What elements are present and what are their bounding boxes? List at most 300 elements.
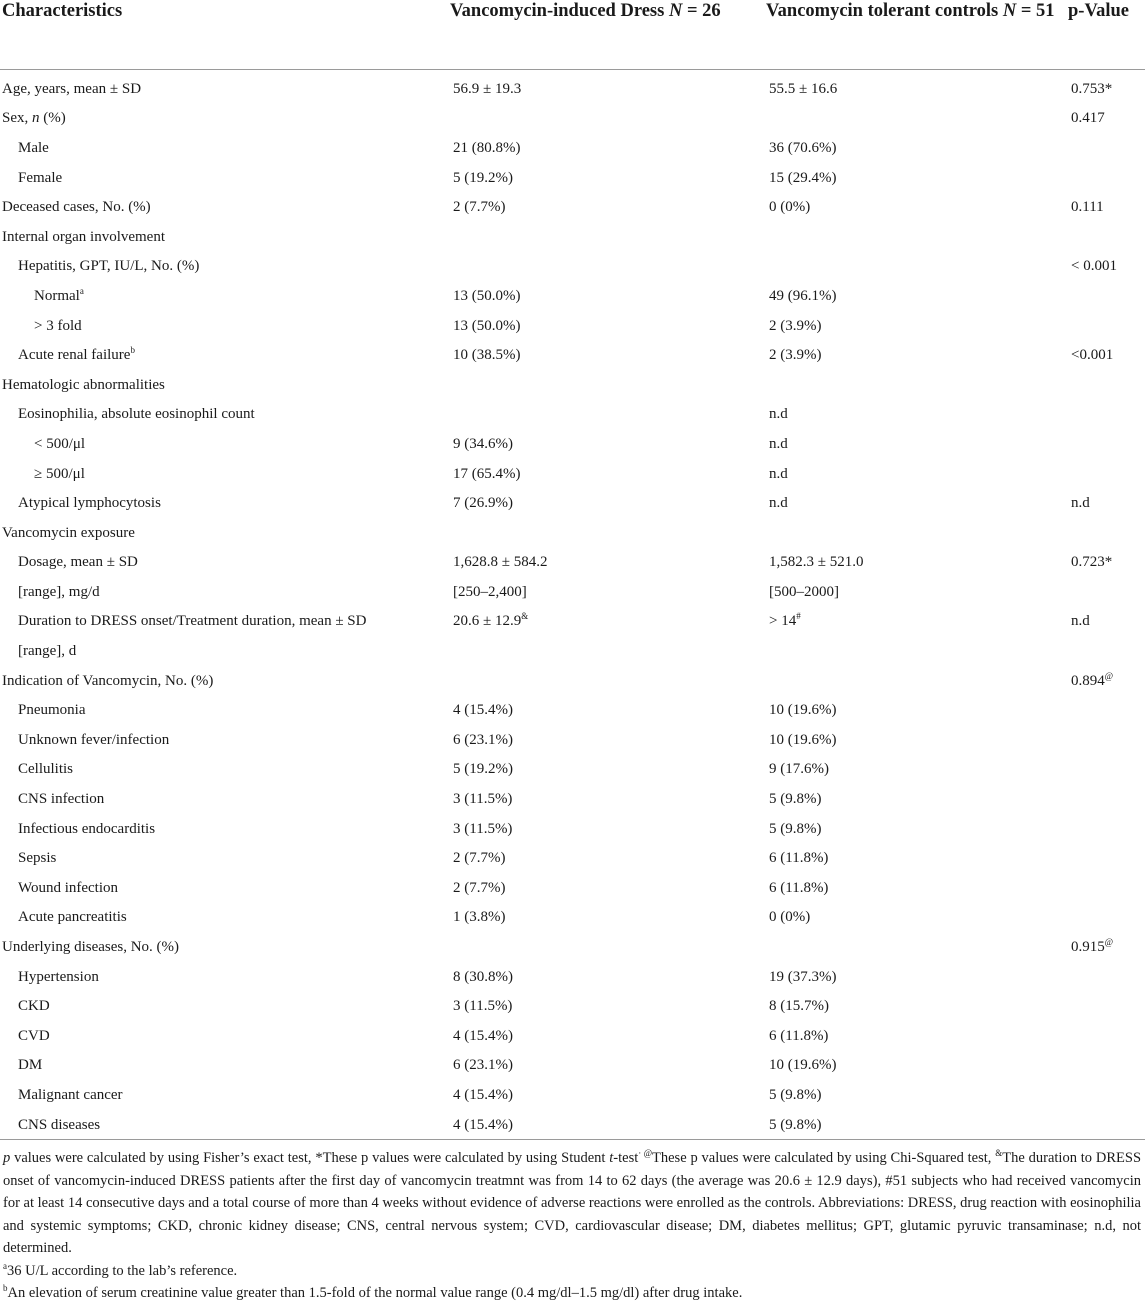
row-label-text: CNS infection: [18, 791, 105, 808]
row-label: [0, 1110, 448, 1140]
row-label: [0, 1021, 448, 1051]
control-value-text: n.d: [769, 465, 788, 482]
table-row: [0, 873, 1145, 903]
footnote-text-1: values were calculated by using Fisher’s exact test, *These p values were calculated by using Student: [10, 1150, 610, 1167]
control-value-text: 5 (9.8%): [769, 791, 822, 808]
row-label-text: Atypical lymphocytosis: [18, 495, 161, 512]
dress-value: [448, 104, 764, 134]
row-label-text: Duration to DRESS onset/Treatment duration, mean ± SD: [18, 613, 367, 630]
row-label: [0, 518, 448, 548]
row-label-text: Pneumonia: [18, 702, 86, 719]
dress-value-text: 5 (19.2%): [453, 169, 513, 186]
p-value: [1068, 873, 1145, 903]
row-label-text: Internal organ involvement: [2, 228, 166, 245]
p-value: [1068, 104, 1145, 134]
control-value: [764, 281, 1068, 311]
dress-value: [448, 429, 764, 459]
row-label: [0, 133, 448, 163]
p-value: [1068, 252, 1145, 282]
p-value: [1068, 70, 1145, 104]
table-row: [0, 70, 1145, 104]
row-label-text: Eosinophilia, absolute eosinophil count: [18, 406, 255, 423]
row-label-text: Hypertension: [18, 968, 99, 985]
control-value: [764, 459, 1068, 489]
header-control-count: = 51: [1016, 1, 1055, 21]
row-label-text: [range], mg/d: [18, 583, 100, 600]
control-value-text: 5 (9.8%): [769, 1086, 822, 1103]
dress-value: [448, 755, 764, 785]
control-value-text: 10 (19.6%): [769, 702, 837, 719]
control-value-text: 10 (19.6%): [769, 731, 837, 748]
control-value-text: 6 (11.8%): [769, 850, 829, 867]
control-value: [764, 548, 1068, 578]
table-row: [0, 104, 1145, 134]
table-row: [0, 281, 1145, 311]
table-row: [0, 843, 1145, 873]
dress-value-text: 2 (7.7%): [453, 879, 506, 896]
p-value: [1068, 518, 1145, 548]
dress-value: [448, 1021, 764, 1051]
row-label: [0, 991, 448, 1021]
dress-value: [448, 932, 764, 962]
row-label-text: Male: [18, 139, 49, 156]
p-value: [1068, 991, 1145, 1021]
dress-value-text: 3 (11.5%): [453, 820, 513, 837]
row-label: [0, 340, 448, 370]
table-row: [0, 163, 1145, 193]
control-value: [764, 636, 1068, 666]
dress-value: [448, 814, 764, 844]
table-row: [0, 548, 1145, 578]
dress-value-text: 4 (15.4%): [453, 1086, 513, 1103]
row-label: [0, 370, 448, 400]
table-row: [0, 577, 1145, 607]
p-value: [1068, 666, 1145, 696]
p-value-text: 0.111: [1071, 199, 1104, 216]
header-dress-name: Vancomycin-induced Dress: [450, 1, 665, 21]
dress-value-text: 3 (11.5%): [453, 998, 513, 1015]
control-value-text: [500–2000]: [769, 583, 839, 600]
p-value: [1068, 281, 1145, 311]
row-label: [0, 70, 448, 104]
control-value-text: 6 (11.8%): [769, 879, 829, 896]
control-value-text: 1,582.3 ± 521.0: [769, 554, 864, 571]
dress-value-text: 4 (15.4%): [453, 1116, 513, 1133]
row-label-text: Indication of Vancomycin, No. (%): [2, 672, 214, 689]
dress-value: [448, 192, 764, 222]
control-value-text: 10 (19.6%): [769, 1057, 837, 1074]
dress-value-text: 6 (23.1%): [453, 731, 513, 748]
row-label: [0, 932, 448, 962]
control-value-text: 36 (70.6%): [769, 139, 837, 156]
control-value: [764, 577, 1068, 607]
row-label: [0, 962, 448, 992]
p-value: [1068, 311, 1145, 341]
row-label: [0, 843, 448, 873]
dress-value: [448, 784, 764, 814]
row-label: [0, 1080, 448, 1110]
row-label: [0, 548, 448, 578]
control-value: [764, 252, 1068, 282]
row-label: [0, 459, 448, 489]
row-label: [0, 903, 448, 933]
p-value: [1068, 429, 1145, 459]
control-value-text: 5 (9.8%): [769, 1116, 822, 1133]
row-label: [0, 636, 448, 666]
p-value-text: < 0.001: [1071, 258, 1117, 275]
p-value: [1068, 1080, 1145, 1110]
table-row: [0, 488, 1145, 518]
dress-value: [448, 548, 764, 578]
footnote-p-italic: p: [3, 1150, 11, 1167]
table-row: [0, 1021, 1145, 1051]
row-label-text: Female: [18, 169, 63, 186]
control-value: [764, 1051, 1068, 1081]
dress-value-text: 2 (7.7%): [453, 199, 506, 216]
table-row: [0, 459, 1145, 489]
dress-value: [448, 459, 764, 489]
dress-value-text: 8 (30.8%): [453, 968, 513, 985]
row-label: [0, 252, 448, 282]
control-value-text: 19 (37.3%): [769, 968, 837, 985]
control-value-mark: #: [796, 611, 801, 622]
control-value: [764, 962, 1068, 992]
footnote-sup-at: @: [641, 1148, 653, 1159]
p-value: [1068, 459, 1145, 489]
control-value: [764, 400, 1068, 430]
control-value: [764, 133, 1068, 163]
row-label: [0, 607, 448, 637]
row-label: [0, 814, 448, 844]
dress-value: [448, 1080, 764, 1110]
p-value-text: <0.001: [1071, 347, 1114, 364]
row-label-italic: n: [32, 110, 40, 127]
dress-value-text: 9 (34.6%): [453, 435, 513, 452]
row-label: [0, 1051, 448, 1081]
p-value: [1068, 695, 1145, 725]
p-value: [1068, 163, 1145, 193]
footnote-b-text: An elevation of serum creatinine value greater than 1.5-fold of the normal value range (0.4 mg/dl–1.5 mg/dl) after drug intake.: [7, 1285, 743, 1302]
p-value: [1068, 192, 1145, 222]
table-row: [0, 429, 1145, 459]
p-value: [1068, 133, 1145, 163]
table-row: [0, 814, 1145, 844]
row-label-text: Normal: [34, 287, 80, 304]
header-dress-n: N: [668, 1, 683, 21]
table-footnotes: [0, 1140, 1145, 1305]
row-label-tail: (%): [39, 110, 66, 127]
control-value-text: 5 (9.8%): [769, 820, 822, 837]
control-value: [764, 163, 1068, 193]
control-value: [764, 725, 1068, 755]
footnote-t-italic: t: [609, 1150, 614, 1167]
p-value: [1068, 814, 1145, 844]
control-value-text: 0 (0%): [769, 909, 811, 926]
dress-value-text: 17 (65.4%): [453, 465, 521, 482]
table-row: [0, 311, 1145, 341]
dress-value: [448, 695, 764, 725]
table-row: [0, 400, 1145, 430]
control-value: [764, 340, 1068, 370]
row-label-text: Hematologic abnormalities: [2, 376, 165, 393]
row-label-text: Infectious endocarditis: [18, 820, 156, 837]
dress-value: [448, 70, 764, 104]
dress-value: [448, 607, 764, 637]
footnote-a-mark: a: [3, 1260, 7, 1271]
dress-value: [448, 577, 764, 607]
row-label-text: Underlying diseases, No. (%): [2, 939, 180, 956]
table-row: [0, 666, 1145, 696]
p-value-text: n.d: [1071, 613, 1090, 630]
dress-value: [448, 903, 764, 933]
row-label: [0, 755, 448, 785]
row-label-text: Malignant cancer: [18, 1086, 123, 1103]
control-value: [764, 192, 1068, 222]
dress-value: [448, 666, 764, 696]
p-value: [1068, 636, 1145, 666]
table-row: [0, 991, 1145, 1021]
control-value-text: 0 (0%): [769, 199, 811, 216]
dress-value-mark: &: [521, 611, 529, 622]
table-row: [0, 962, 1145, 992]
dress-value: [448, 400, 764, 430]
control-value: [764, 991, 1068, 1021]
control-value: [764, 1021, 1068, 1051]
dress-value-text: 20.6 ± 12.9: [453, 613, 522, 630]
row-label: [0, 695, 448, 725]
control-value: [764, 903, 1068, 933]
dress-value: [448, 991, 764, 1021]
dress-value-text: 1 (3.8%): [453, 909, 506, 926]
row-label-text: Wound infection: [18, 879, 119, 896]
dress-value-text: [250–2,400]: [453, 583, 527, 600]
control-value-text: 2 (3.9%): [769, 317, 822, 334]
row-label-text: CKD: [18, 998, 50, 1015]
p-value-text: 0.915: [1071, 939, 1105, 956]
dress-value-text: 3 (11.5%): [453, 791, 513, 808]
control-value-text: 15 (29.4%): [769, 169, 837, 186]
footnote-a-text: 36 U/L according to the lab’s reference.: [7, 1262, 238, 1279]
row-label-text: Deceased cases, No. (%): [2, 199, 151, 216]
row-label: [0, 222, 448, 252]
table-row: [0, 192, 1145, 222]
control-value: [764, 488, 1068, 518]
p-value: [1068, 1051, 1145, 1081]
table-row: [0, 607, 1145, 637]
dress-value: [448, 133, 764, 163]
dress-value: [448, 488, 764, 518]
control-value: [764, 70, 1068, 104]
header-control-n: N: [1002, 1, 1017, 21]
dress-value-text: 4 (15.4%): [453, 702, 513, 719]
p-value: [1068, 1021, 1145, 1051]
control-value: [764, 1080, 1068, 1110]
dress-value-text: 1,628.8 ± 584.2: [453, 554, 548, 571]
p-value: [1068, 607, 1145, 637]
p-value: [1068, 843, 1145, 873]
control-value-text: n.d: [769, 406, 788, 423]
header-control-name: Vancomycin tolerant controls: [766, 1, 999, 21]
row-label: [0, 429, 448, 459]
control-value: [764, 222, 1068, 252]
p-value-text: 0.894: [1071, 672, 1105, 689]
footnote-text-4: The duration to DRESS onset of vancomycin-induced DRESS patients after the first day of vancomycin treatmnt was from 14 to 62 days (the average was 20.6 ± 12.9 days), #51 subjects who had received vancomycin for at least 14 consecutive days and a total course of more than 4 weeks without evidence of adverse reactions were enrolled as the controls. Abbreviations: DRESS, drug reaction with eosinophilia and systemic symptoms; CKD, chronic kidney disease; CNS, central nervous system; CVD, cardiovascular disease; DM, diabetes mellitus; GPT, glutamic pyruvic transaminase; n.d, not determined.: [3, 1150, 1142, 1257]
dress-value: [448, 873, 764, 903]
dress-value-text: 2 (7.7%): [453, 850, 506, 867]
table-row: [0, 133, 1145, 163]
control-value: [764, 843, 1068, 873]
dress-value: [448, 962, 764, 992]
row-label: [0, 725, 448, 755]
dress-value: [448, 1110, 764, 1140]
row-label: [0, 873, 448, 903]
row-label-text: Age, years, mean ± SD: [2, 80, 142, 97]
dress-value: [448, 843, 764, 873]
dress-value-text: 21 (80.8%): [453, 139, 521, 156]
control-value-text: 8 (15.7%): [769, 998, 829, 1015]
table-header-row: [0, 0, 1145, 70]
control-value-text: 55.5 ± 16.6: [769, 80, 838, 97]
p-value-mark: @: [1104, 670, 1114, 681]
row-label: [0, 104, 448, 134]
table-row: [0, 518, 1145, 548]
p-value: [1068, 784, 1145, 814]
row-label: [0, 577, 448, 607]
control-value: [764, 873, 1068, 903]
p-value: [1068, 725, 1145, 755]
control-value: [764, 755, 1068, 785]
dress-value: [448, 281, 764, 311]
footnote-sup-dot: ·: [638, 1148, 642, 1159]
row-label-footnote-mark: b: [130, 345, 135, 356]
header-control-group: [764, 0, 1068, 70]
footnote-b-mark: b: [3, 1283, 8, 1294]
table-row: [0, 695, 1145, 725]
footnote-sup-amp: &: [995, 1148, 1003, 1159]
row-label-text: Sex,: [2, 110, 29, 127]
row-label-text: Acute renal failure: [18, 347, 131, 364]
control-value-text: 2 (3.9%): [769, 347, 822, 364]
table-row: [0, 784, 1145, 814]
row-label: [0, 784, 448, 814]
control-value: [764, 814, 1068, 844]
control-value: [764, 370, 1068, 400]
table-row: [0, 1051, 1145, 1081]
dress-value-text: 13 (50.0%): [453, 287, 521, 304]
p-value: [1068, 577, 1145, 607]
row-label: [0, 400, 448, 430]
control-value: [764, 1110, 1068, 1140]
table-row: [0, 903, 1145, 933]
table-row: [0, 340, 1145, 370]
row-label: [0, 311, 448, 341]
row-label-text: Sepsis: [18, 850, 57, 867]
control-value: [764, 518, 1068, 548]
row-label-text: > 3 fold: [34, 317, 82, 334]
control-value: [764, 429, 1068, 459]
dress-value: [448, 222, 764, 252]
table-row: [0, 636, 1145, 666]
footnote-text-3: These p values were calculated by using Chi-Squared test,: [652, 1150, 996, 1167]
header-dress-group: [448, 0, 764, 70]
table-row: [0, 252, 1145, 282]
table-row: [0, 725, 1145, 755]
row-label-footnote-mark: a: [79, 285, 84, 296]
p-value: [1068, 903, 1145, 933]
dress-value: [448, 725, 764, 755]
control-value: [764, 104, 1068, 134]
row-label-text: [range], d: [18, 643, 77, 660]
control-value-text: 6 (11.8%): [769, 1027, 829, 1044]
table-row: [0, 222, 1145, 252]
row-label-text: DM: [18, 1057, 43, 1074]
p-value-text: 0.753*: [1071, 80, 1113, 97]
dress-value: [448, 163, 764, 193]
p-value: [1068, 488, 1145, 518]
table-row: [0, 370, 1145, 400]
dress-value: [448, 1051, 764, 1081]
dress-value: [448, 252, 764, 282]
control-value-text: n.d: [769, 495, 788, 512]
p-value: [1068, 962, 1145, 992]
footnote-a: [3, 1260, 1141, 1283]
control-value: [764, 607, 1068, 637]
control-value-text: n.d: [769, 435, 788, 452]
p-value: [1068, 932, 1145, 962]
header-characteristics: Characteristics: [0, 0, 448, 70]
p-value-text: 0.723*: [1071, 554, 1113, 571]
row-label: [0, 163, 448, 193]
dress-value-text: 56.9 ± 19.3: [453, 80, 522, 97]
control-value: [764, 695, 1068, 725]
row-label-text: CNS diseases: [18, 1116, 101, 1133]
p-value: [1068, 755, 1145, 785]
control-value: [764, 932, 1068, 962]
dress-value: [448, 636, 764, 666]
footnote-text-2: -test: [613, 1150, 639, 1167]
p-value: [1068, 548, 1145, 578]
row-label: [0, 666, 448, 696]
dress-value: [448, 518, 764, 548]
row-label: [0, 488, 448, 518]
row-label-text: Hepatitis, GPT, IU/L, No. (%): [18, 258, 200, 275]
p-value: [1068, 370, 1145, 400]
row-label-text: CVD: [18, 1027, 50, 1044]
dress-value: [448, 370, 764, 400]
header-p-value: p-Value: [1068, 0, 1145, 70]
table-row: [0, 755, 1145, 785]
control-value: [764, 784, 1068, 814]
dress-value: [448, 311, 764, 341]
p-value-mark: @: [1104, 937, 1114, 948]
table-row: [0, 1110, 1145, 1140]
control-value: [764, 311, 1068, 341]
control-value: [764, 666, 1068, 696]
p-value-text: 0.417: [1071, 110, 1105, 127]
dress-value-text: 13 (50.0%): [453, 317, 521, 334]
table-row: [0, 1080, 1145, 1110]
row-label: [0, 281, 448, 311]
dress-value-text: 10 (38.5%): [453, 347, 521, 364]
p-value: [1068, 400, 1145, 430]
row-label-text: ≥ 500/μl: [34, 465, 85, 482]
table-body: [0, 70, 1145, 1140]
header-dress-count: = 26: [682, 1, 721, 21]
p-value-text: n.d: [1071, 495, 1090, 512]
control-value-text: > 14: [769, 613, 797, 630]
table-row: [0, 932, 1145, 962]
dress-value-text: 5 (19.2%): [453, 761, 513, 778]
